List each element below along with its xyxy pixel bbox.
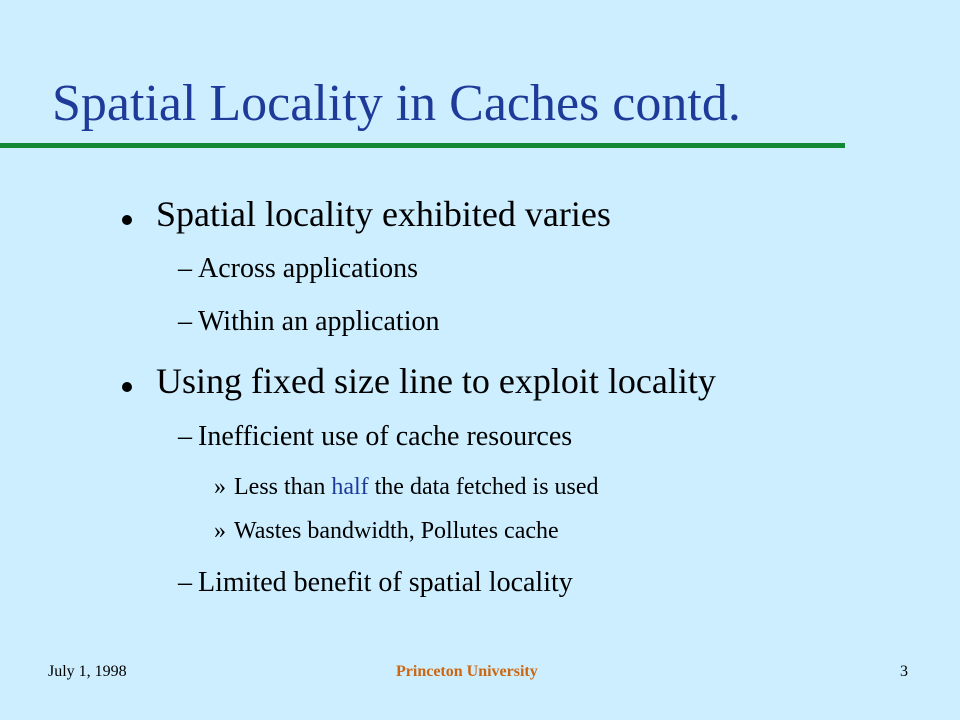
footer-organization: Princeton University (396, 663, 538, 680)
dash-marker: – (178, 421, 192, 452)
raquo-marker: » (214, 474, 226, 500)
sub-sub-bullet-text (234, 472, 599, 502)
text-after-highlight: the data fetched is used (368, 474, 599, 500)
footer-date: July 1, 1998 (48, 663, 127, 680)
sub-bullet-text: Inefficient use of cache resources (198, 421, 573, 452)
dash-marker: – (178, 567, 192, 598)
bullet-text: Spatial locality exhibited varies (156, 194, 611, 234)
dash-marker: – (178, 306, 192, 337)
sub-bullet-text: Limited benefit of spatial locality (198, 567, 573, 598)
text-before-highlight: Less than (234, 474, 332, 500)
raquo-marker: » (214, 518, 226, 544)
sub-sub-bullet-text: Wastes bandwidth, Pollutes cache (234, 518, 559, 544)
slide-title: Spatial Locality in Caches contd. (52, 75, 741, 132)
sub-bullet-text: Within an application (198, 306, 440, 337)
bullet-text: Using fixed size line to exploit locality (156, 361, 716, 401)
title-underline (0, 143, 845, 148)
bullet-dot-icon (122, 382, 132, 392)
dash-marker: – (178, 253, 192, 284)
page-number: 3 (900, 663, 908, 680)
sub-bullet-text: Across applications (198, 253, 419, 284)
bullet-dot-icon (122, 215, 132, 225)
highlighted-word: half (331, 474, 369, 500)
